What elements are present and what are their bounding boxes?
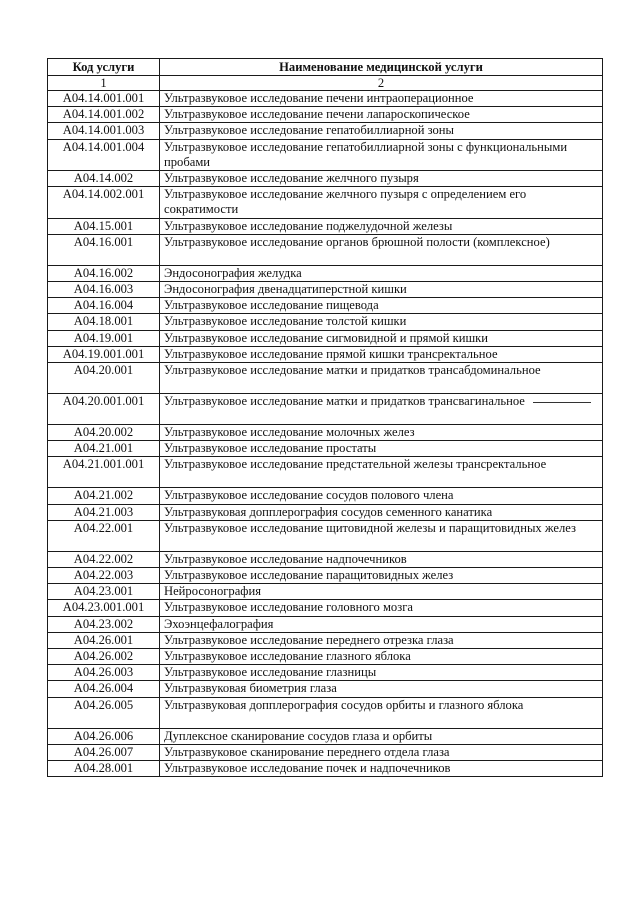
table-row bbox=[48, 504, 603, 520]
service-name-cell bbox=[160, 234, 603, 265]
service-name-cell bbox=[160, 551, 603, 567]
table-row bbox=[48, 346, 603, 362]
service-name-cell bbox=[160, 314, 603, 330]
service-code-cell: A04.23.001.001 bbox=[48, 600, 160, 616]
service-name-cell bbox=[160, 665, 603, 681]
service-name-cell bbox=[160, 761, 603, 777]
service-name-cell bbox=[160, 568, 603, 584]
table-row bbox=[48, 457, 603, 488]
service-name-text: Ультразвуковое исследование сигмовидной и прямой кишки bbox=[164, 330, 489, 345]
service-name-cell bbox=[160, 363, 603, 394]
service-code-cell: A04.20.002 bbox=[48, 425, 160, 441]
service-name-text: Ультразвуковое сканирование переднего отдела глаза bbox=[164, 744, 450, 759]
header-service-code: Код услуги bbox=[48, 59, 160, 76]
service-name-text: Ультразвуковое исследование желчного пузыря с определением его сократимости bbox=[164, 187, 527, 217]
table-row bbox=[48, 665, 603, 681]
service-name-cell bbox=[160, 107, 603, 123]
service-name-cell bbox=[160, 584, 603, 600]
table-row bbox=[48, 584, 603, 600]
service-name-text: Эхоэнцефалография bbox=[164, 616, 274, 631]
table-row bbox=[48, 728, 603, 744]
service-code-cell: A04.14.001.003 bbox=[48, 123, 160, 139]
service-code-cell: A04.26.003 bbox=[48, 665, 160, 681]
table-row bbox=[48, 520, 603, 551]
service-code-cell: A04.21.001 bbox=[48, 441, 160, 457]
service-name-cell bbox=[160, 616, 603, 632]
service-code-cell: A04.14.002.001 bbox=[48, 187, 160, 218]
service-code-cell: A04.15.001 bbox=[48, 218, 160, 234]
service-name-cell bbox=[160, 488, 603, 504]
service-name-text: Ультразвуковое исследование печени лапароскопическое bbox=[164, 107, 470, 122]
service-name-text: Ультразвуковое исследование почек и надпочечников bbox=[164, 761, 451, 776]
service-name-text: Ультразвуковое исследование толстой кишки bbox=[164, 314, 407, 329]
table-row bbox=[48, 265, 603, 281]
table-row bbox=[48, 330, 603, 346]
table-row bbox=[48, 600, 603, 616]
table-row bbox=[48, 697, 603, 728]
service-name-cell bbox=[160, 649, 603, 665]
service-name-text: Ультразвуковое исследование печени интраоперационное bbox=[164, 91, 474, 105]
header-service-name: Наименование медицинской услуги bbox=[160, 59, 603, 76]
service-name-text: Ультразвуковое исследование сосудов полового члена bbox=[164, 488, 454, 503]
service-name-text: Ультразвуковое исследование желчного пузыря bbox=[164, 171, 419, 186]
service-name-text: Ультразвуковое исследование щитовидной железы и паращитовидных желез bbox=[164, 520, 576, 535]
service-name-cell bbox=[160, 187, 603, 218]
service-name-cell bbox=[160, 394, 603, 425]
service-name-cell bbox=[160, 600, 603, 616]
service-name-cell bbox=[160, 681, 603, 697]
table-row bbox=[48, 761, 603, 777]
service-code-cell: A04.19.001.001 bbox=[48, 346, 160, 362]
service-code-cell: A04.26.001 bbox=[48, 632, 160, 648]
table-row bbox=[48, 488, 603, 504]
service-code-cell: A04.20.001 bbox=[48, 363, 160, 394]
service-code-cell: A04.22.001 bbox=[48, 520, 160, 551]
medical-services-table bbox=[47, 58, 603, 777]
table-row bbox=[48, 91, 603, 107]
table-row bbox=[48, 632, 603, 648]
service-code-cell: A04.23.002 bbox=[48, 616, 160, 632]
service-name-text: Ультразвуковая допплерография сосудов орбиты и глазного яблока bbox=[164, 697, 524, 712]
service-name-text: Ультразвуковая допплерография сосудов семенного канатика bbox=[164, 504, 493, 519]
service-name-text: Нейросонография bbox=[164, 584, 261, 599]
service-name-cell bbox=[160, 697, 603, 728]
service-name-text: Ультразвуковое исследование паращитовидных желез bbox=[164, 568, 454, 583]
service-name-text: Ультразвуковая биометрия глаза bbox=[164, 681, 337, 696]
service-name-text: Ультразвуковое исследование глазницы bbox=[164, 665, 377, 680]
service-code-cell: A04.23.001 bbox=[48, 584, 160, 600]
table-row bbox=[48, 441, 603, 457]
table-row bbox=[48, 314, 603, 330]
service-name-text: Эндосонография желудка bbox=[164, 265, 302, 280]
service-name-text: Ультразвуковое исследование молочных желез bbox=[164, 425, 415, 440]
service-code-cell: A04.26.005 bbox=[48, 697, 160, 728]
service-name-cell bbox=[160, 330, 603, 346]
table-row bbox=[48, 551, 603, 567]
service-name-cell bbox=[160, 298, 603, 314]
table-row bbox=[48, 681, 603, 697]
service-name-text: Ультразвуковое исследование органов брюшной полости (комплексное) bbox=[164, 234, 550, 249]
service-name-text: Эндосонография двенадцатиперстной кишки bbox=[164, 282, 407, 297]
handwritten-stroke bbox=[533, 402, 591, 403]
service-name-cell bbox=[160, 425, 603, 441]
service-name-cell bbox=[160, 171, 603, 187]
table-row bbox=[48, 425, 603, 441]
service-name-cell bbox=[160, 520, 603, 551]
service-code-cell: A04.22.003 bbox=[48, 568, 160, 584]
table-row bbox=[48, 123, 603, 139]
service-name-cell bbox=[160, 91, 603, 107]
table-row bbox=[48, 394, 603, 425]
service-code-cell: A04.18.001 bbox=[48, 314, 160, 330]
service-name-text: Ультразвуковое исследование надпочечников bbox=[164, 551, 407, 566]
table-row bbox=[48, 616, 603, 632]
service-code-cell: A04.26.004 bbox=[48, 681, 160, 697]
service-name-text: Ультразвуковое исследование предстательной железы трансректальное bbox=[164, 457, 547, 472]
service-name-text: Ультразвуковое исследование переднего отрезка глаза bbox=[164, 632, 454, 647]
service-code-cell: A04.14.001.002 bbox=[48, 107, 160, 123]
service-code-cell: A04.21.001.001 bbox=[48, 457, 160, 488]
table-header-row bbox=[48, 59, 603, 76]
table-row bbox=[48, 218, 603, 234]
service-code-cell: A04.19.001 bbox=[48, 330, 160, 346]
service-name-cell bbox=[160, 265, 603, 281]
service-name-text: Ультразвуковое исследование пищевода bbox=[164, 298, 379, 313]
column-number-row bbox=[48, 76, 603, 91]
service-name-text: Ультразвуковое исследование головного мозга bbox=[164, 600, 413, 615]
service-name-cell bbox=[160, 218, 603, 234]
service-name-text: Ультразвуковое исследование простаты bbox=[164, 441, 377, 456]
table-row bbox=[48, 298, 603, 314]
service-code-cell: A04.21.002 bbox=[48, 488, 160, 504]
document-page bbox=[47, 58, 602, 777]
table-row bbox=[48, 649, 603, 665]
service-code-cell: A04.28.001 bbox=[48, 761, 160, 777]
service-name-cell bbox=[160, 457, 603, 488]
service-code-cell: A04.16.001 bbox=[48, 234, 160, 265]
service-code-cell: A04.26.002 bbox=[48, 649, 160, 665]
service-name-cell bbox=[160, 123, 603, 139]
service-name-text: Ультразвуковое исследование матки и придатков трансабдоминальное bbox=[164, 363, 541, 378]
service-name-text: Ультразвуковое исследование матки и придатков трансвагинальное bbox=[164, 394, 525, 409]
table-row bbox=[48, 568, 603, 584]
table-row bbox=[48, 139, 603, 170]
table-body bbox=[48, 91, 603, 777]
service-code-cell: A04.14.001.001 bbox=[48, 91, 160, 107]
service-name-cell bbox=[160, 504, 603, 520]
service-name-text: Ультразвуковое исследование глазного яблока bbox=[164, 649, 411, 664]
service-name-cell bbox=[160, 346, 603, 362]
service-name-text: Ультразвуковое исследование гепатобиллиарной зоны с функциональными пробами bbox=[164, 139, 568, 169]
table-row bbox=[48, 171, 603, 187]
service-code-cell: A04.26.007 bbox=[48, 744, 160, 760]
table-row bbox=[48, 187, 603, 218]
table-row bbox=[48, 234, 603, 265]
service-code-cell: A04.16.003 bbox=[48, 282, 160, 298]
service-code-cell: A04.20.001.001 bbox=[48, 394, 160, 425]
service-name-cell bbox=[160, 632, 603, 648]
service-code-cell: A04.16.002 bbox=[48, 265, 160, 281]
table-row bbox=[48, 744, 603, 760]
service-name-cell bbox=[160, 441, 603, 457]
service-code-cell: A04.26.006 bbox=[48, 728, 160, 744]
service-name-cell bbox=[160, 139, 603, 170]
service-name-cell bbox=[160, 282, 603, 298]
column-number-2: 2 bbox=[160, 76, 603, 91]
service-name-cell bbox=[160, 744, 603, 760]
service-code-cell: A04.16.004 bbox=[48, 298, 160, 314]
column-number-1: 1 bbox=[48, 76, 160, 91]
table-row bbox=[48, 282, 603, 298]
service-code-cell: A04.14.002 bbox=[48, 171, 160, 187]
service-name-text: Ультразвуковое исследование поджелудочной железы bbox=[164, 218, 453, 233]
table-row bbox=[48, 363, 603, 394]
service-name-text: Ультразвуковое исследование прямой кишки трансректальное bbox=[164, 346, 498, 361]
service-name-text: Дуплексное сканирование сосудов глаза и орбиты bbox=[164, 728, 433, 743]
service-name-cell bbox=[160, 728, 603, 744]
service-code-cell: A04.14.001.004 bbox=[48, 139, 160, 170]
service-code-cell: A04.22.002 bbox=[48, 551, 160, 567]
table-row bbox=[48, 107, 603, 123]
service-name-text: Ультразвуковое исследование гепатобиллиарной зоны bbox=[164, 123, 455, 138]
service-code-cell: A04.21.003 bbox=[48, 504, 160, 520]
